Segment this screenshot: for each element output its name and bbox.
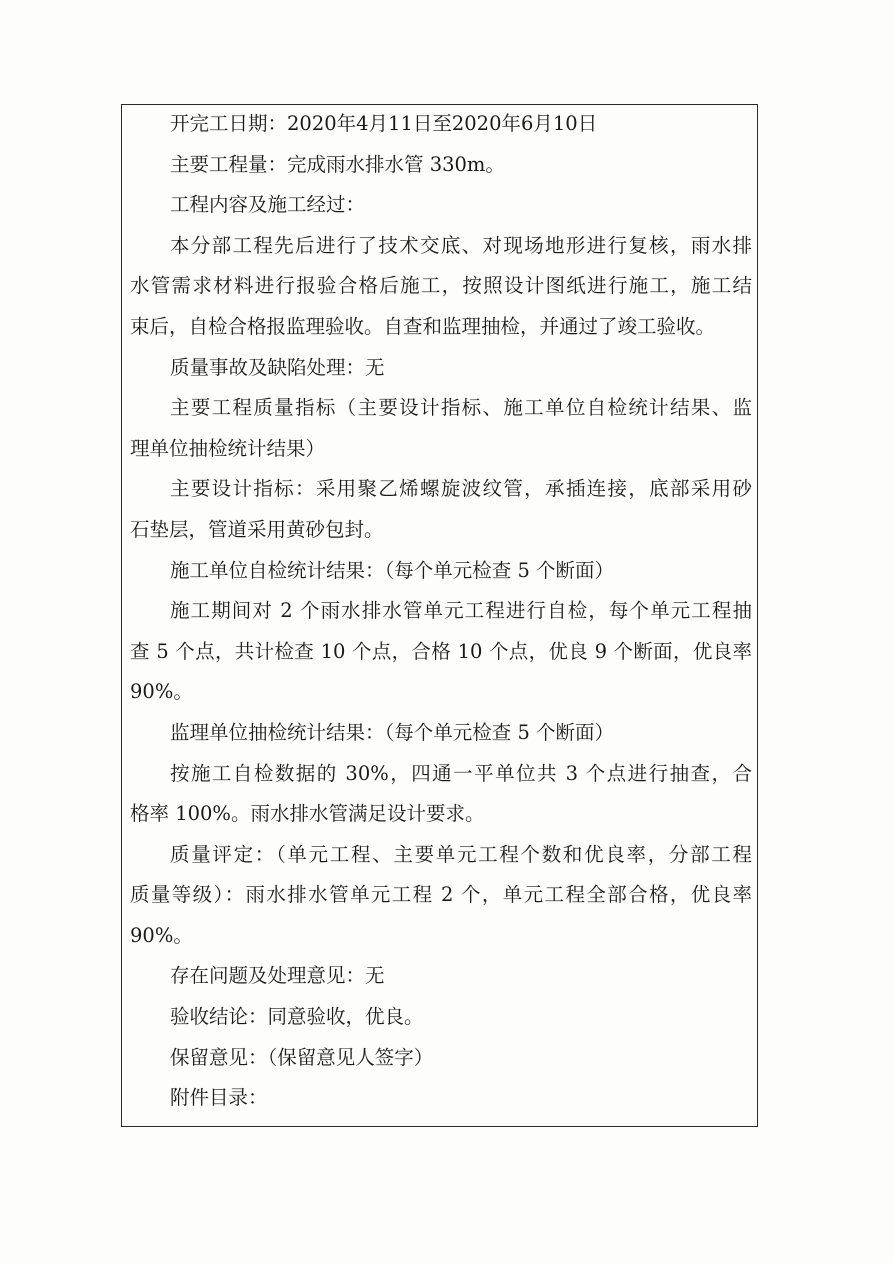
supervisor-check-line-1: 按施工自检数据的 30%，四通一平单位共 3 个点进行抽查，合 (170, 761, 752, 785)
contractor-selfcheck-line-2: 查 5 个点，共计检查 10 个点，合格 10 个点，优良 9 个断面，优良率 (130, 639, 752, 663)
design-indicators-line-1: 主要设计指标：采用聚乙烯螺旋波纹管，承插连接，底部采用砂 (170, 477, 752, 501)
quality-indicators-heading-line-1: 主要工程质量指标（主要设计指标、施工单位自检统计结果、监 (170, 396, 752, 420)
completion-dates-line: 开完工日期：2020年4月11日至2020年6月10日 (170, 112, 598, 135)
contractor-selfcheck-heading: 施工单位自检统计结果：（每个单元检查 5 个断面） (170, 558, 615, 582)
contractor-selfcheck-line-3: 90%。 (130, 680, 193, 704)
acceptance-report-body (130, 104, 752, 1119)
work-content-heading: 工程内容及施工经过： (170, 193, 366, 217)
attachments-line: 附件目录： (170, 1086, 268, 1110)
quality-rating-line-2: 质量等级）：雨水排水管单元工程 2 个，单元工程全部合格，优良率 (130, 883, 752, 907)
work-content-paragraph-line-2: 水管需求材料进行报验合格后施工，按照设计图纸进行施工，施工结 (130, 274, 752, 298)
quality-rating-line-1: 质量评定：（单元工程、主要单元工程个数和优良率，分部工程 (170, 842, 752, 866)
contractor-selfcheck-line-1: 施工期间对 2 个雨水排水管单元工程进行自检，每个单元工程抽 (170, 599, 752, 623)
main-quantity-line: 主要工程量：完成雨水排水管 330m。 (170, 152, 505, 176)
quality-incident-line: 质量事故及缺陷处理：无 (170, 355, 385, 379)
reserved-opinion-line: 保留意见：（保留意见人签字） (170, 1045, 434, 1069)
design-indicators-line-2: 石垫层，管道采用黄砂包封。 (130, 517, 384, 541)
supervisor-check-line-2: 格率 100%。雨水排水管满足设计要求。 (130, 802, 485, 826)
issues-line: 存在问题及处理意见：无 (170, 964, 385, 988)
supervisor-check-heading: 监理单位抽检统计结果：（每个单元检查 5 个断面） (170, 720, 615, 744)
acceptance-conclusion-line: 验收结论：同意验收，优良。 (170, 1005, 424, 1029)
quality-indicators-heading-line-2: 理单位抽检统计结果） (130, 436, 326, 460)
quality-rating-line-3: 90%。 (130, 923, 193, 947)
work-content-paragraph-line-1: 本分部工程先后进行了技术交底、对现场地形进行复核，雨水排 (170, 233, 752, 257)
work-content-paragraph-line-3: 束后，自检合格报监理验收。自查和监理抽检，并通过了竣工验收。 (130, 314, 716, 338)
